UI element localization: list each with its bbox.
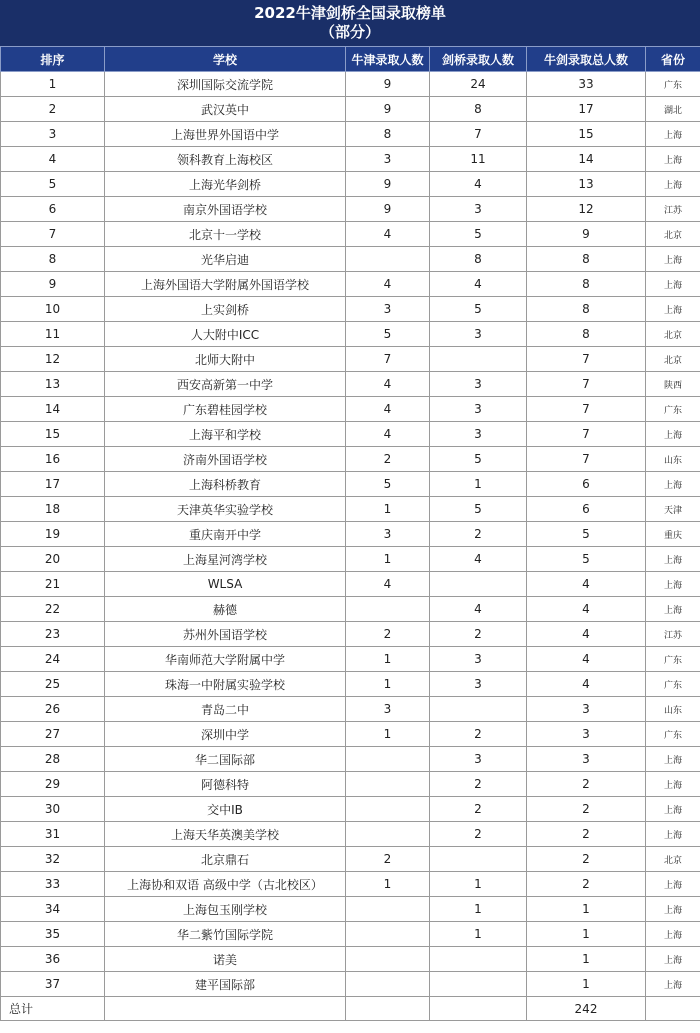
rank-cell: 21 — [1, 572, 105, 597]
table-row — [1, 197, 700, 222]
total-count-cell: 33 — [527, 72, 646, 97]
total-count-cell: 14 — [527, 147, 646, 172]
province-cell: 上海 — [646, 972, 700, 997]
cambridge-count-cell — [430, 847, 527, 872]
province-cell: 上海 — [646, 922, 700, 947]
total-count-cell: 4 — [527, 647, 646, 672]
table-row — [1, 272, 700, 297]
school-cell: 上海天华英澳美学校 — [105, 822, 346, 847]
table-row — [1, 722, 700, 747]
cambridge-count-cell: 1 — [430, 872, 527, 897]
province-cell: 上海 — [646, 297, 700, 322]
school-cell: 天津英华实验学校 — [105, 497, 346, 522]
school-cell: 上海平和学校 — [105, 422, 346, 447]
total-count-cell: 5 — [527, 547, 646, 572]
cambridge-count-cell: 4 — [430, 597, 527, 622]
oxford-count-cell — [346, 822, 430, 847]
rank-cell: 15 — [1, 422, 105, 447]
oxford-count-cell: 9 — [346, 97, 430, 122]
total-count-cell: 9 — [527, 222, 646, 247]
table-row — [1, 222, 700, 247]
school-cell: 领科教育上海校区 — [105, 147, 346, 172]
cambridge-count-cell: 3 — [430, 672, 527, 697]
total-empty-cell — [105, 997, 346, 1021]
table-row — [1, 72, 700, 97]
province-cell: 北京 — [646, 347, 700, 372]
cambridge-count-cell — [430, 697, 527, 722]
rank-cell: 27 — [1, 722, 105, 747]
cambridge-count-cell — [430, 572, 527, 597]
table-row — [1, 922, 700, 947]
cambridge-count-cell — [430, 972, 527, 997]
rank-cell: 1 — [1, 72, 105, 97]
province-cell: 重庆 — [646, 522, 700, 547]
total-count-cell: 12 — [527, 197, 646, 222]
total-count-cell: 15 — [527, 122, 646, 147]
school-cell: 建平国际部 — [105, 972, 346, 997]
school-cell: 上海外国语大学附属外国语学校 — [105, 272, 346, 297]
school-cell: 济南外国语学校 — [105, 447, 346, 472]
province-cell: 北京 — [646, 847, 700, 872]
oxford-count-cell — [346, 597, 430, 622]
school-cell: 赫德 — [105, 597, 346, 622]
table-row — [1, 847, 700, 872]
province-cell: 上海 — [646, 147, 700, 172]
province-cell: 上海 — [646, 122, 700, 147]
total-count-cell: 8 — [527, 247, 646, 272]
total-count-cell: 2 — [527, 797, 646, 822]
rank-cell: 3 — [1, 122, 105, 147]
header-cambridge: 剑桥录取人数 — [430, 47, 527, 72]
oxford-count-cell — [346, 772, 430, 797]
cambridge-count-cell: 1 — [430, 897, 527, 922]
school-cell: 上海科桥教育 — [105, 472, 346, 497]
oxford-count-cell — [346, 747, 430, 772]
cambridge-count-cell: 2 — [430, 522, 527, 547]
school-cell: 华二紫竹国际学院 — [105, 922, 346, 947]
table-row — [1, 522, 700, 547]
table-row — [1, 597, 700, 622]
province-cell: 上海 — [646, 597, 700, 622]
table-row — [1, 897, 700, 922]
school-cell: WLSA — [105, 572, 346, 597]
school-cell: 人大附中ICC — [105, 322, 346, 347]
province-cell: 上海 — [646, 272, 700, 297]
total-count-cell: 3 — [527, 722, 646, 747]
total-count-cell: 17 — [527, 97, 646, 122]
oxford-count-cell: 1 — [346, 872, 430, 897]
oxford-count-cell: 2 — [346, 622, 430, 647]
oxford-count-cell: 8 — [346, 122, 430, 147]
province-cell: 广东 — [646, 397, 700, 422]
rank-cell: 7 — [1, 222, 105, 247]
rank-cell: 36 — [1, 947, 105, 972]
province-cell: 上海 — [646, 947, 700, 972]
province-cell: 天津 — [646, 497, 700, 522]
table-row — [1, 672, 700, 697]
school-cell: 北京十一学校 — [105, 222, 346, 247]
province-cell: 上海 — [646, 822, 700, 847]
total-count-cell: 1 — [527, 897, 646, 922]
cambridge-count-cell: 3 — [430, 397, 527, 422]
rank-cell: 16 — [1, 447, 105, 472]
total-count-cell: 3 — [527, 697, 646, 722]
cambridge-count-cell: 4 — [430, 547, 527, 572]
province-cell: 上海 — [646, 247, 700, 272]
table-body — [1, 72, 700, 997]
school-cell: 上海世界外国语中学 — [105, 122, 346, 147]
total-label: 总计 — [1, 997, 105, 1021]
rank-cell: 10 — [1, 297, 105, 322]
table-row — [1, 322, 700, 347]
rank-cell: 37 — [1, 972, 105, 997]
school-cell: 西安高新第一中学 — [105, 372, 346, 397]
oxford-count-cell — [346, 972, 430, 997]
cambridge-count-cell: 5 — [430, 297, 527, 322]
cambridge-count-cell: 7 — [430, 122, 527, 147]
table-row — [1, 297, 700, 322]
oxford-count-cell: 1 — [346, 497, 430, 522]
header-total: 牛剑录取总人数 — [527, 47, 646, 72]
total-count-cell: 5 — [527, 522, 646, 547]
table-row — [1, 372, 700, 397]
rank-cell: 8 — [1, 247, 105, 272]
cambridge-count-cell: 3 — [430, 422, 527, 447]
province-cell: 上海 — [646, 547, 700, 572]
table-row — [1, 122, 700, 147]
total-count-cell: 2 — [527, 847, 646, 872]
rank-cell: 25 — [1, 672, 105, 697]
cambridge-count-cell: 4 — [430, 272, 527, 297]
oxford-count-cell — [346, 947, 430, 972]
total-count-cell: 6 — [527, 497, 646, 522]
rank-cell: 5 — [1, 172, 105, 197]
rank-cell: 19 — [1, 522, 105, 547]
cambridge-count-cell: 1 — [430, 472, 527, 497]
table-row — [1, 347, 700, 372]
title-line-2: （部分） — [319, 23, 380, 41]
cambridge-count-cell: 8 — [430, 97, 527, 122]
header-school: 学校 — [105, 47, 346, 72]
oxford-count-cell: 9 — [346, 72, 430, 97]
school-cell: 华二国际部 — [105, 747, 346, 772]
province-cell: 上海 — [646, 772, 700, 797]
oxford-count-cell: 5 — [346, 322, 430, 347]
rank-cell: 18 — [1, 497, 105, 522]
table-row — [1, 422, 700, 447]
cambridge-count-cell: 5 — [430, 447, 527, 472]
title-line-1: 2022牛津剑桥全国录取榜单 — [254, 4, 446, 22]
cambridge-count-cell: 5 — [430, 222, 527, 247]
rank-cell: 4 — [1, 147, 105, 172]
table-row — [1, 472, 700, 497]
province-cell: 陕西 — [646, 372, 700, 397]
oxford-count-cell: 1 — [346, 722, 430, 747]
table-row — [1, 497, 700, 522]
oxford-count-cell: 1 — [346, 547, 430, 572]
table-row — [1, 947, 700, 972]
school-cell: 上海光华剑桥 — [105, 172, 346, 197]
cambridge-count-cell: 3 — [430, 197, 527, 222]
province-cell: 广东 — [646, 647, 700, 672]
table-row — [1, 647, 700, 672]
rank-cell: 24 — [1, 647, 105, 672]
table-row — [1, 97, 700, 122]
total-count-cell: 7 — [527, 422, 646, 447]
total-count-cell: 7 — [527, 397, 646, 422]
rank-cell: 35 — [1, 922, 105, 947]
rank-cell: 28 — [1, 747, 105, 772]
rank-cell: 26 — [1, 697, 105, 722]
school-cell: 广东碧桂园学校 — [105, 397, 346, 422]
oxford-count-cell: 4 — [346, 422, 430, 447]
cambridge-count-cell: 2 — [430, 822, 527, 847]
school-cell: 苏州外国语学校 — [105, 622, 346, 647]
school-cell: 北师大附中 — [105, 347, 346, 372]
cambridge-count-cell: 3 — [430, 647, 527, 672]
table-row — [1, 447, 700, 472]
school-cell: 武汉英中 — [105, 97, 346, 122]
table-row — [1, 147, 700, 172]
total-count-cell: 4 — [527, 672, 646, 697]
cambridge-count-cell: 2 — [430, 622, 527, 647]
total-count-cell: 1 — [527, 947, 646, 972]
school-cell: 华南师范大学附属中学 — [105, 647, 346, 672]
total-empty-cell — [346, 997, 430, 1021]
school-cell: 光华启迪 — [105, 247, 346, 272]
table-row — [1, 247, 700, 272]
province-cell: 山东 — [646, 447, 700, 472]
province-cell: 广东 — [646, 672, 700, 697]
cambridge-count-cell: 2 — [430, 722, 527, 747]
oxford-count-cell: 9 — [346, 172, 430, 197]
total-count-cell: 2 — [527, 772, 646, 797]
school-cell: 青岛二中 — [105, 697, 346, 722]
total-count-cell: 4 — [527, 622, 646, 647]
total-count-cell: 8 — [527, 297, 646, 322]
rank-cell: 20 — [1, 547, 105, 572]
oxford-count-cell: 3 — [346, 697, 430, 722]
cambridge-count-cell: 2 — [430, 797, 527, 822]
oxford-count-cell — [346, 247, 430, 272]
rank-cell: 12 — [1, 347, 105, 372]
rank-cell: 33 — [1, 872, 105, 897]
table-row — [1, 397, 700, 422]
oxford-count-cell — [346, 922, 430, 947]
oxford-count-cell: 3 — [346, 522, 430, 547]
school-cell: 上实剑桥 — [105, 297, 346, 322]
province-cell: 北京 — [646, 222, 700, 247]
province-cell: 江苏 — [646, 622, 700, 647]
rank-cell: 13 — [1, 372, 105, 397]
school-cell: 珠海一中附属实验学校 — [105, 672, 346, 697]
cambridge-count-cell: 3 — [430, 322, 527, 347]
cambridge-count-cell — [430, 947, 527, 972]
table-row — [1, 772, 700, 797]
cambridge-count-cell: 8 — [430, 247, 527, 272]
table-row — [1, 972, 700, 997]
table-row — [1, 697, 700, 722]
cambridge-count-cell: 4 — [430, 172, 527, 197]
oxford-count-cell: 4 — [346, 572, 430, 597]
table-row — [1, 572, 700, 597]
cambridge-count-cell: 3 — [430, 372, 527, 397]
province-cell: 上海 — [646, 472, 700, 497]
table-row — [1, 622, 700, 647]
oxford-count-cell: 9 — [346, 197, 430, 222]
rank-cell: 23 — [1, 622, 105, 647]
total-empty-cell — [646, 997, 700, 1021]
province-cell: 上海 — [646, 872, 700, 897]
rank-cell: 22 — [1, 597, 105, 622]
province-cell: 山东 — [646, 697, 700, 722]
cambridge-count-cell — [430, 347, 527, 372]
rank-cell: 11 — [1, 322, 105, 347]
province-cell: 上海 — [646, 747, 700, 772]
school-cell: 重庆南开中学 — [105, 522, 346, 547]
total-empty-cell — [430, 997, 527, 1021]
oxford-count-cell: 3 — [346, 147, 430, 172]
rank-cell: 34 — [1, 897, 105, 922]
header-province: 省份 — [646, 47, 700, 72]
school-cell: 南京外国语学校 — [105, 197, 346, 222]
school-cell: 上海包玉刚学校 — [105, 897, 346, 922]
school-cell: 北京鼎石 — [105, 847, 346, 872]
school-cell: 上海星河湾学校 — [105, 547, 346, 572]
table-title — [0, 0, 700, 46]
total-count-cell: 8 — [527, 272, 646, 297]
cambridge-count-cell: 1 — [430, 922, 527, 947]
school-cell: 阿德科特 — [105, 772, 346, 797]
oxford-count-cell: 4 — [346, 222, 430, 247]
province-cell: 湖北 — [646, 97, 700, 122]
rank-cell: 30 — [1, 797, 105, 822]
total-value: 242 — [527, 997, 646, 1021]
oxford-count-cell: 1 — [346, 647, 430, 672]
table-row — [1, 797, 700, 822]
header-row — [1, 47, 700, 72]
school-cell: 上海协和双语 高级中学（古北校区） — [105, 872, 346, 897]
province-cell: 江苏 — [646, 197, 700, 222]
rank-cell: 14 — [1, 397, 105, 422]
province-cell: 上海 — [646, 897, 700, 922]
school-cell: 交中IB — [105, 797, 346, 822]
oxford-count-cell: 4 — [346, 397, 430, 422]
oxford-count-cell: 2 — [346, 447, 430, 472]
province-cell: 上海 — [646, 172, 700, 197]
total-count-cell: 4 — [527, 597, 646, 622]
school-cell: 深圳中学 — [105, 722, 346, 747]
total-count-cell: 7 — [527, 447, 646, 472]
province-cell: 北京 — [646, 322, 700, 347]
school-cell: 深圳国际交流学院 — [105, 72, 346, 97]
total-count-cell: 8 — [527, 322, 646, 347]
table-row — [1, 747, 700, 772]
oxford-count-cell: 4 — [346, 372, 430, 397]
total-count-cell: 13 — [527, 172, 646, 197]
total-count-cell: 7 — [527, 347, 646, 372]
oxford-count-cell: 2 — [346, 847, 430, 872]
province-cell: 上海 — [646, 572, 700, 597]
total-row — [1, 997, 700, 1021]
oxford-count-cell: 4 — [346, 272, 430, 297]
total-count-cell: 3 — [527, 747, 646, 772]
cambridge-count-cell: 24 — [430, 72, 527, 97]
total-count-cell: 6 — [527, 472, 646, 497]
rank-cell: 29 — [1, 772, 105, 797]
total-count-cell: 1 — [527, 972, 646, 997]
rank-cell: 2 — [1, 97, 105, 122]
table-row — [1, 547, 700, 572]
total-count-cell: 1 — [527, 922, 646, 947]
ranking-table — [0, 46, 700, 1021]
province-cell: 广东 — [646, 72, 700, 97]
school-cell: 诺美 — [105, 947, 346, 972]
cambridge-count-cell: 5 — [430, 497, 527, 522]
oxford-count-cell: 5 — [346, 472, 430, 497]
oxford-count-cell: 7 — [346, 347, 430, 372]
total-count-cell: 2 — [527, 872, 646, 897]
cambridge-count-cell: 2 — [430, 772, 527, 797]
oxford-count-cell: 3 — [346, 297, 430, 322]
rank-cell: 6 — [1, 197, 105, 222]
rank-cell: 9 — [1, 272, 105, 297]
rank-cell: 31 — [1, 822, 105, 847]
cambridge-count-cell: 11 — [430, 147, 527, 172]
table-row — [1, 872, 700, 897]
oxford-count-cell — [346, 797, 430, 822]
total-count-cell: 2 — [527, 822, 646, 847]
table-row — [1, 822, 700, 847]
rank-cell: 32 — [1, 847, 105, 872]
total-count-cell: 7 — [527, 372, 646, 397]
oxford-count-cell: 1 — [346, 672, 430, 697]
province-cell: 上海 — [646, 422, 700, 447]
province-cell: 上海 — [646, 797, 700, 822]
total-count-cell: 4 — [527, 572, 646, 597]
table-row — [1, 172, 700, 197]
header-oxford: 牛津录取人数 — [346, 47, 430, 72]
province-cell: 广东 — [646, 722, 700, 747]
cambridge-count-cell: 3 — [430, 747, 527, 772]
rank-cell: 17 — [1, 472, 105, 497]
header-rank: 排序 — [1, 47, 105, 72]
oxford-count-cell — [346, 897, 430, 922]
